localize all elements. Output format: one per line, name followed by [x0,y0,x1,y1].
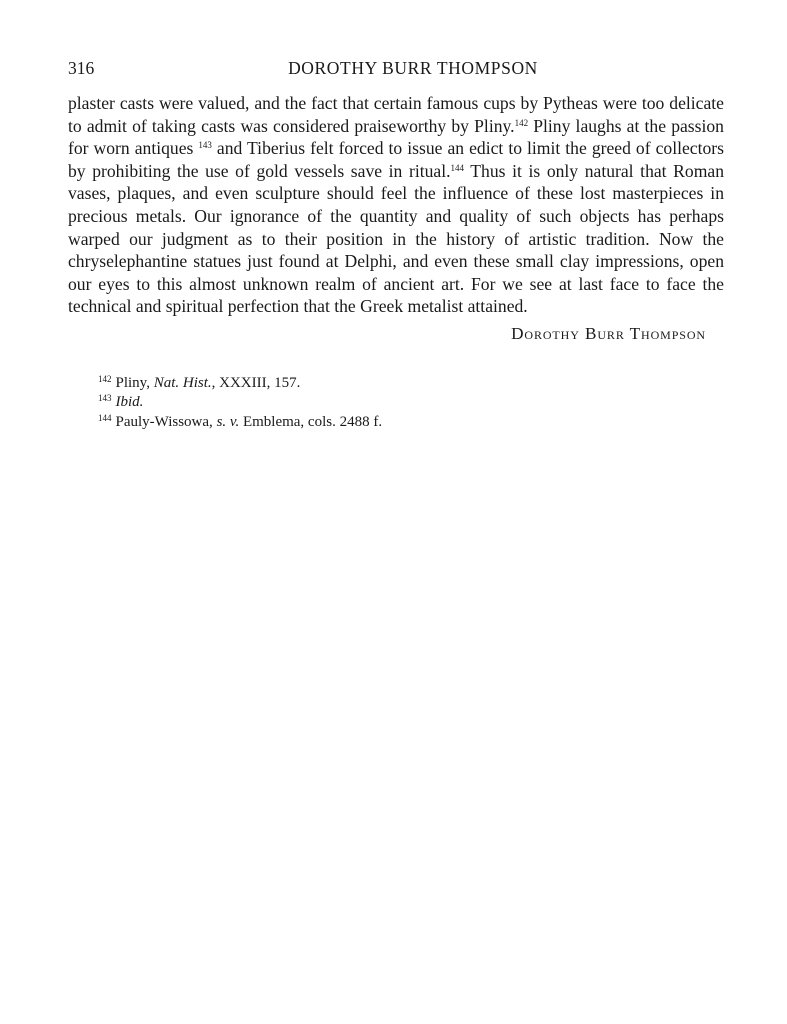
body-paragraph [68,92,724,318]
footnote-text: Pauly-Wissowa, [115,413,217,430]
footnote-text: Pliny, [115,374,154,391]
footnote [98,393,724,413]
footnote-number: 144 [98,412,112,423]
body-text-segment: plaster casts were valued, and the fact that certain famous cups by Pytheas were too delicate to admit of taking casts was considered praiseworthy by Pliny. [68,93,724,136]
footnote-number: 143 [98,393,112,404]
footnote-text: Emblema, cols. 2488 f. [239,413,383,430]
running-head [68,54,724,82]
footnote [98,413,724,433]
footnote-italic-text: Nat. Hist. [153,374,212,391]
footnote-ref: 144 [450,162,464,173]
footnote-ref: 142 [514,117,529,128]
footnote-number: 142 [98,373,112,384]
page-number: 316 [68,58,95,78]
body-text-segment: and Tiberius felt forced to issue an edict to limit the greed of collectors by prohibiting the use of gold vessels save in ritual. [68,138,724,181]
footnotes [98,374,724,433]
footnote-text: , XXXIII, 157. [211,374,301,391]
footnote-ref: 143 [198,140,212,151]
footnote-italic-text: s. v. [216,413,240,430]
page [68,54,724,432]
body-text-segment: Pliny laughs at the passion for worn antiques [68,115,724,159]
footnote [98,374,724,394]
body-text-segment: Thus it is only natural that Roman vases, plaques, and even sculpture should feel the influence of these lost masterpieces in precious metals. Our ignorance of the quantity and quality of such objects has perhaps warped our judgment as to their position in the history of artistic tradition. Now the chryselephantine statues just found at Delphi, and even these small clay impressions, open our eyes to this almost unknown realm of ancient art. For we see at last face to face the technical and spiritual perfection that the Greek metalist attained. [68,160,724,317]
author-signature: Dorothy Burr Thompson [511,323,706,343]
running-head-title: DOROTHY BURR THOMPSON [288,58,538,78]
footnote-italic-text: Ibid. [115,394,144,411]
